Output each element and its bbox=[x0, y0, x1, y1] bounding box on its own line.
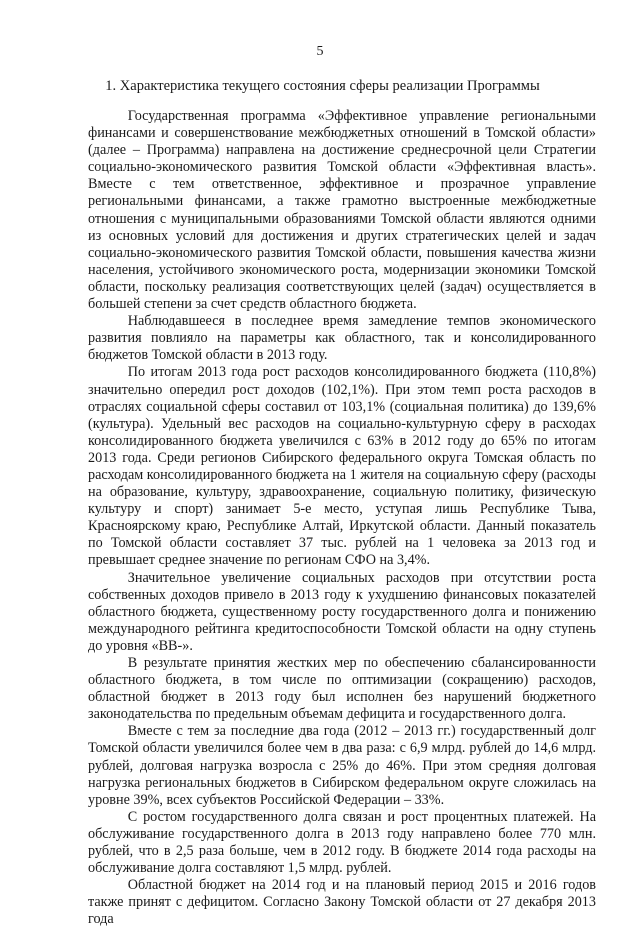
paragraph: Государственная программа «Эффективное управление региональными финансами и совершенствование межбюджетных отношений в Томской области» (далее – Программа) направлена на достижение среднесрочной цели Стратегии социально-экономического развития Томской области «Эффективная власть». Вместе с тем ответственное, эффективное и прозрачное управление региональными финансами, а также грамотно выстроенные межбюджетные отношения с муниципальными образованиями Томской области являются одними из основных условий для достижения и других стратегических целей и задач социально-экономического развития Томской области, повышения качества жизни населения, устойчивого экономического роста, модернизации экономики Томской области, поскольку реализация соответствующих целей (задач) осуществляется в большей степени за счет средств областного бюджета. bbox=[88, 108, 596, 313]
paragraph: Вместе с тем за последние два года (2012 – 2013 гг.) государственный долг Томской области увеличился более чем в два раза: с 6,9 млрд. рублей до 14,6 млрд. рублей, долговая нагрузка возросла с 25% до 46%. При этом средняя долговая нагрузка региональных бюджетов в Сибирском федеральном округе сложилась на уровне 39%, всех субъектов Российской Федерации – 33%. bbox=[88, 723, 596, 808]
paragraph: С ростом государственного долга связан и рост процентных платежей. На обслуживание государственного долга в 2013 году направлено более 770 млн. рублей, что в 2,5 раза больше, чем в 2012 году. В бюджете 2014 года расходы на обслуживание долга составляют 1,5 млрд. рублей. bbox=[88, 808, 596, 877]
document-body bbox=[88, 108, 596, 929]
paragraph: Значительное увеличение социальных расходов при отсутствии роста собственных доходов привело в 2013 году к ухудшению финансовых показателей областного бюджета, существенному росту государственного долга и понижению международного рейтинга кредитоспособности Томской области на одну ступень до уровня «ВВ-». bbox=[88, 569, 596, 654]
section-title: 1. Характеристика текущего состояния сферы реализации Программы bbox=[105, 78, 540, 94]
paragraph: Наблюдавшееся в последнее время замедление темпов экономического развития повлияло на параметры как областного, так и консолидированного бюджетов Томской области в 2013 году. bbox=[88, 313, 596, 364]
paragraph: По итогам 2013 года рост расходов консолидированного бюджета (110,8%) значительно опередил рост доходов (102,1%). При этом темп роста расходов в отраслях социальной сферы составил от 103,1% (социальная политика) до 139,6% (культура). Удельный вес расходов на социально-культурную сферу в расходах консолидированного бюджета увеличился с 63% в 2012 году до 65% по итогам 2013 года. Среди регионов Сибирского федерального округа Томская область по расходам консолидированного бюджета на 1 жителя на социальную сферу (расходы на образование, культуру, здравоохранение, социальную политику, физическую культуру и спорт) занимает 5-е место, уступая лишь Республике Тыва, Красноярскому краю, Республике Алтай, Иркутской области. Данный показатель по Томской области составляет 37 тыс. рублей на 1 человека за 2013 год и превышает среднее значение по регионам СФО на 3,4%. bbox=[88, 364, 596, 569]
paragraph: В результате принятия жестких мер по обеспечению сбалансированности областного бюджета, в том числе по оптимизации (сокращению) расходов, областной бюджет в 2013 году был исполнен без нарушений бюджетного законодательства по предельным объемам дефицита и государственного долга. bbox=[88, 655, 596, 723]
paragraph: Областной бюджет на 2014 год и на плановый период 2015 и 2016 годов также принят с дефицитом. Согласно Закону Томской области от 27 декабря 2013 года bbox=[88, 877, 596, 928]
page-number: 5 bbox=[316, 44, 324, 59]
